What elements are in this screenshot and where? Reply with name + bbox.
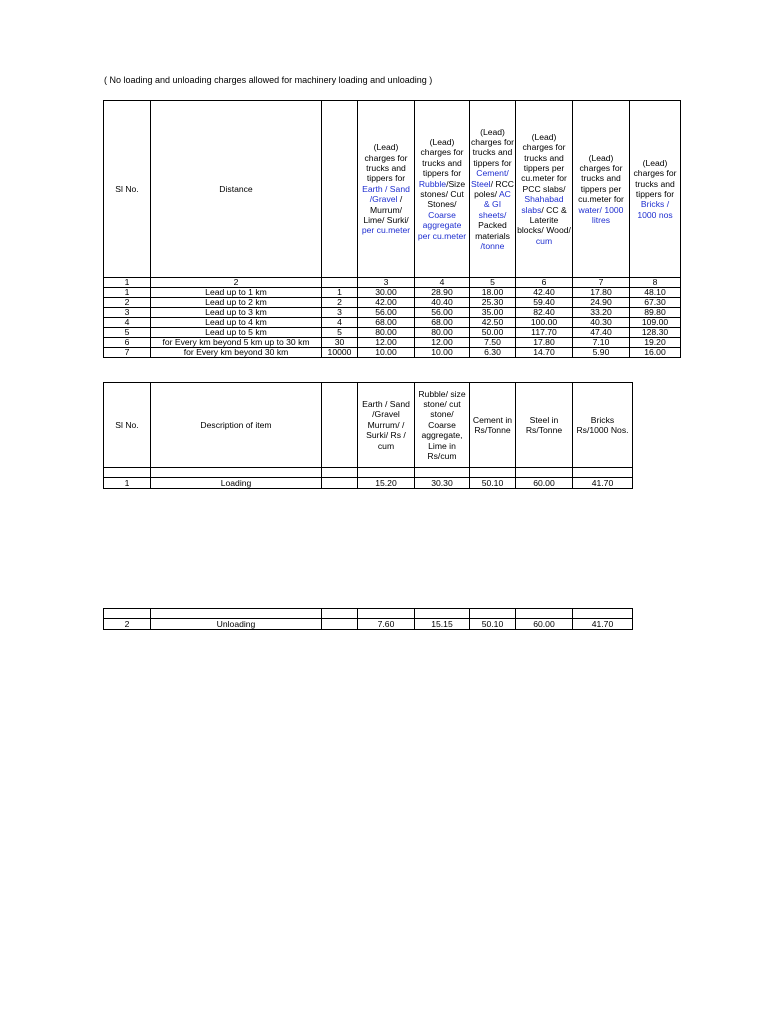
table-cell: 2 [104,298,151,308]
note-text: ( No loading and unloading charges allowed for machinery loading and unloading ) [104,75,433,85]
table-cell: 24.90 [573,298,630,308]
table-cell: 50.10 [470,478,516,489]
table-row [104,348,681,358]
header-earth: (Lead) charges for trucks and tippers for Earth / Sand /Gravel / Murrum/ Lime/ Surki/ per cu.meter [358,101,415,278]
table-cell: 15.20 [358,478,415,489]
table-cell: 7.10 [573,338,630,348]
column-number-row [104,278,681,288]
table-cell: 60.00 [516,478,573,489]
table-row [104,328,681,338]
loading-table [103,382,633,489]
table-cell: Lead up to 4 km [151,318,322,328]
table-cell: 1 [104,478,151,489]
table-cell: 68.00 [358,318,415,328]
table-cell: 89.80 [630,308,681,318]
lead-rows [104,288,681,358]
table-cell: 28.90 [415,288,470,298]
header-sl-no: Sl No. [104,101,151,278]
table-cell: 3 [104,308,151,318]
header-blank [322,383,358,468]
table-cell: 67.30 [630,298,681,308]
table-cell: 41.70 [573,619,633,630]
lead-header-row [104,101,681,278]
table-cell: 7.60 [358,619,415,630]
table-cell: Loading [151,478,322,489]
table-cell: 40.30 [573,318,630,328]
table-cell: 4 [322,318,358,328]
table-cell: 19.20 [630,338,681,348]
table-cell: 3 [322,308,358,318]
column-number: 4 [415,278,470,288]
header-pcc-slabs: (Lead) charges for trucks and tippers per cu.meter for PCC slabs/ Shahabad slabs/ CC & Laterite blocks/ Wood/ cum [516,101,573,278]
column-number: 5 [470,278,516,288]
table-cell: 5 [322,328,358,338]
table-cell: 7.50 [470,338,516,348]
table-cell: Lead up to 1 km [151,288,322,298]
table-cell: 80.00 [415,328,470,338]
loading-header-row [104,383,633,468]
lead-charges-table [103,100,681,358]
table-cell: 80.00 [358,328,415,338]
table-cell: 33.20 [573,308,630,318]
loading-row [104,478,633,489]
column-number: 7 [573,278,630,288]
table-row [104,298,681,308]
table-cell: 5 [104,328,151,338]
table-cell: 1 [322,288,358,298]
table-cell: 68.00 [415,318,470,328]
blank-row [104,609,633,619]
table-cell: 50.00 [470,328,516,338]
header-water: (Lead) charges for trucks and tippers per cu.meter for water/ 1000 litres [573,101,630,278]
table-cell: 14.70 [516,348,573,358]
table-cell: 42.40 [516,288,573,298]
header-blank [322,101,358,278]
table-cell: 40.40 [415,298,470,308]
table-cell: 47.40 [573,328,630,338]
table-cell: 5.90 [573,348,630,358]
table-cell: Lead up to 3 km [151,308,322,318]
table-row [104,308,681,318]
table-cell: 1 [104,288,151,298]
blank-row [104,468,633,478]
table-cell: 42.00 [358,298,415,308]
table-cell: Lead up to 2 km [151,298,322,308]
table-row [104,338,681,348]
header-cement: Cement in Rs/Tonne [470,383,516,468]
table-cell: 6 [104,338,151,348]
table-cell: 25.30 [470,298,516,308]
header-distance: Distance [151,101,322,278]
table-cell: 12.00 [415,338,470,348]
table-cell: 7 [104,348,151,358]
table-cell: 12.00 [358,338,415,348]
header-cement: (Lead) charges for trucks and tippers for Cement/ Steel/ RCC poles/ AC & GI sheets/ Packed materials /tonne [470,101,516,278]
column-number: 1 [104,278,151,288]
table-cell [322,478,358,489]
table-cell: 48.10 [630,288,681,298]
column-number: 6 [516,278,573,288]
table-cell: 4 [104,318,151,328]
table-cell: 30.30 [415,478,470,489]
table-cell: 82.40 [516,308,573,318]
table-cell: 109.00 [630,318,681,328]
table-cell: 10000 [322,348,358,358]
table-cell: 100.00 [516,318,573,328]
table-cell: 18.00 [470,288,516,298]
table-cell: 59.40 [516,298,573,308]
column-number [322,278,358,288]
table-cell: 10.00 [358,348,415,358]
table-cell: 35.00 [470,308,516,318]
table-cell: 117.70 [516,328,573,338]
table-cell: 10.00 [415,348,470,358]
table-cell: 16.00 [630,348,681,358]
table-cell: 17.80 [573,288,630,298]
unloading-row [104,619,633,630]
table-cell: 30 [322,338,358,348]
table-row [104,288,681,298]
table-cell: for Every km beyond 30 km [151,348,322,358]
table-cell: 42.50 [470,318,516,328]
table-cell: 41.70 [573,478,633,489]
header-steel: Steel in Rs/Tonne [516,383,573,468]
table-cell: 17.80 [516,338,573,348]
table-row [104,318,681,328]
header-rubble: (Lead) charges for trucks and tippers for Rubble/Size stones/ Cut Stones/ Coarse aggregate per cu.meter [415,101,470,278]
table-cell: 30.00 [358,288,415,298]
table-cell: 56.00 [358,308,415,318]
column-number: 3 [358,278,415,288]
table-cell: Lead up to 5 km [151,328,322,338]
header-bricks: Bricks Rs/1000 Nos. [573,383,633,468]
unloading-table [103,608,633,630]
table-cell: 128.30 [630,328,681,338]
header-sl-no: Sl No. [104,383,151,468]
table-cell: Unloading [151,619,322,630]
table-cell: 2 [104,619,151,630]
column-number: 2 [151,278,322,288]
header-description: Description of item [151,383,322,468]
header-bricks: (Lead) charges for trucks and tippers for Bricks / 1000 nos [630,101,681,278]
table-cell: 2 [322,298,358,308]
header-rubble: Rubble/ size stone/ cut stone/ Coarse aggregate, Lime in Rs/cum [415,383,470,468]
table-cell: 15.15 [415,619,470,630]
column-number: 8 [630,278,681,288]
table-cell: 50.10 [470,619,516,630]
table-cell [322,619,358,630]
header-earth: Earth / Sand /Gravel Murrum/ / Surki/ Rs / cum [358,383,415,468]
table-cell: 60.00 [516,619,573,630]
table-cell: 6.30 [470,348,516,358]
table-cell: for Every km beyond 5 km up to 30 km [151,338,322,348]
table-cell: 56.00 [415,308,470,318]
